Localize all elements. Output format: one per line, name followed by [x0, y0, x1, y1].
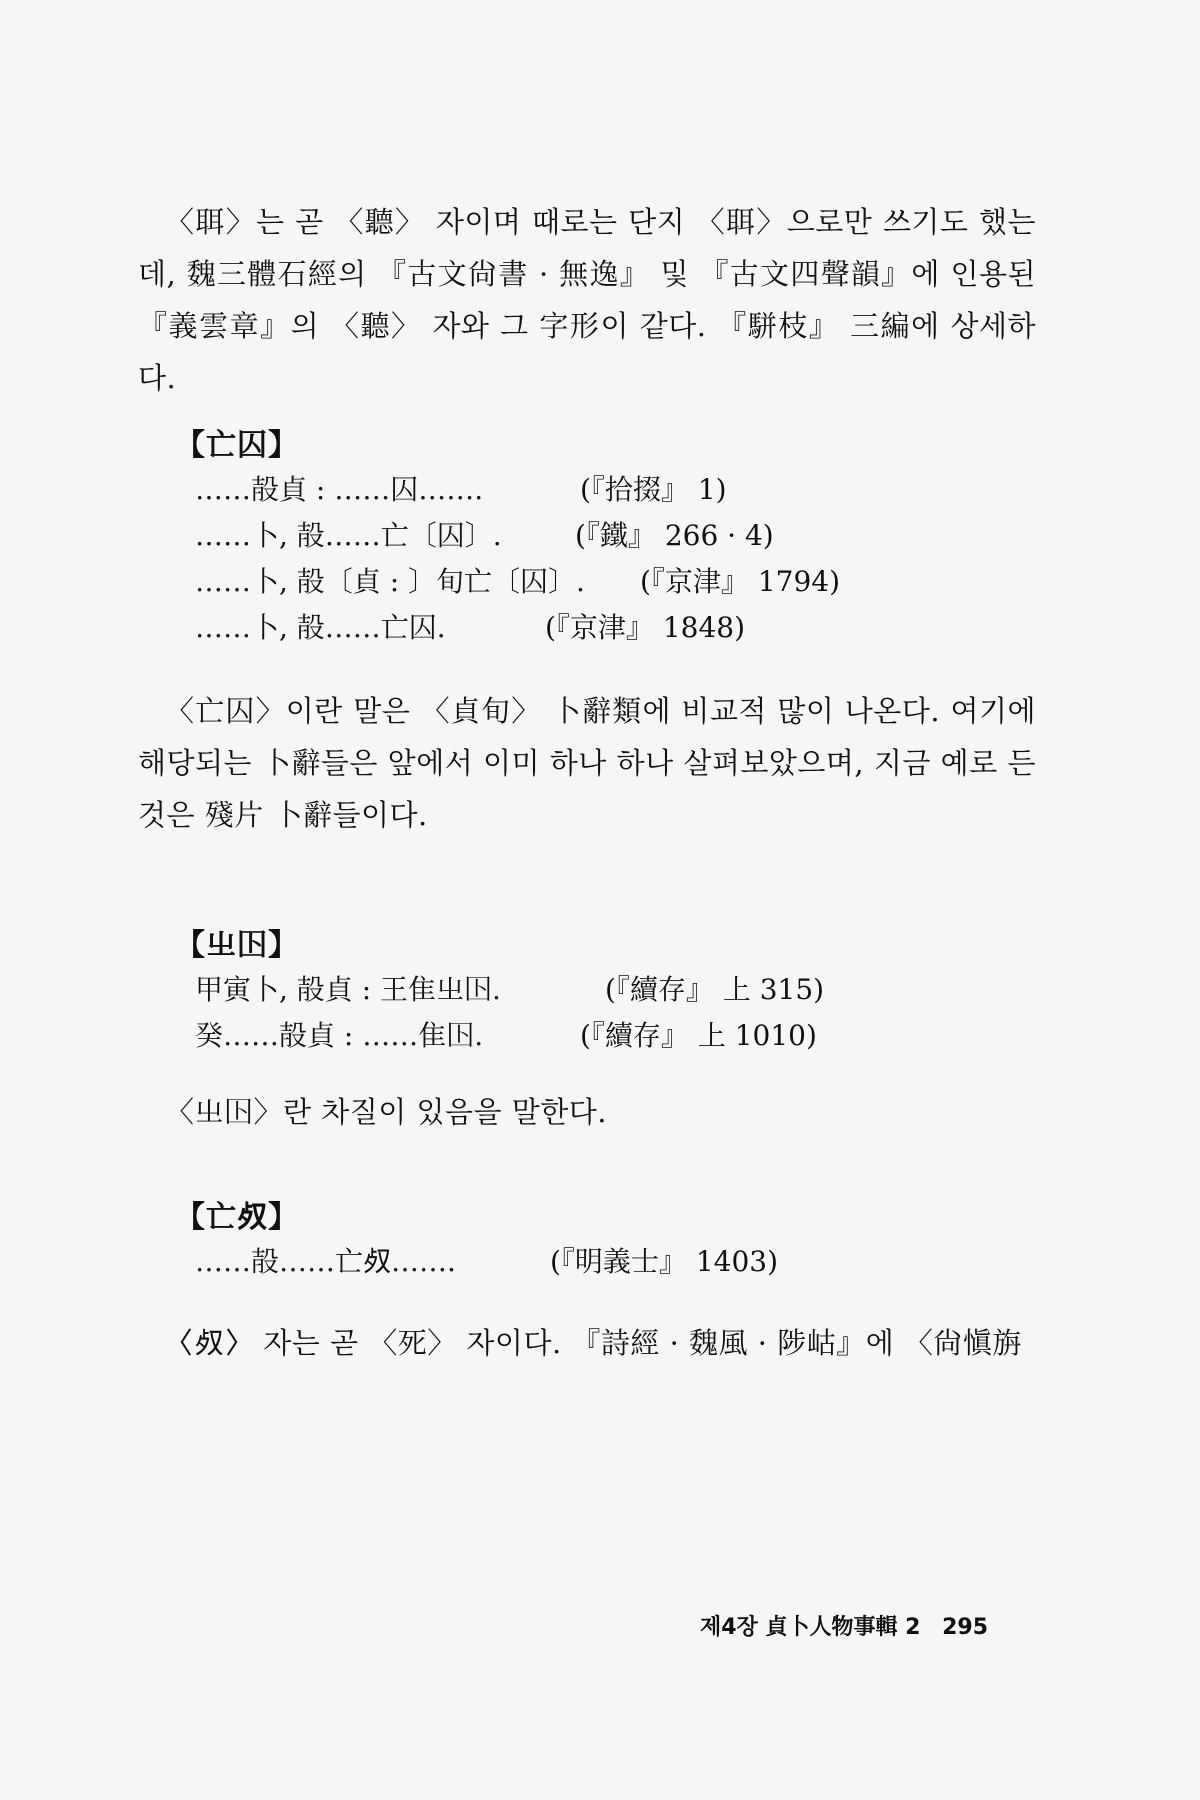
inscription-text: ……㱿……亡𣦼……. — [195, 1245, 456, 1278]
paragraph-4: 〈𣦼〉 자는 곧 〈死〉 자이다. 『詩經 · 魏風 · 陟岵』에 〈尙愼旃 — [165, 1326, 1022, 1360]
paragraph-1: 〈聑〉는 곧 〈聽〉 자이며 때로는 단지 〈聑〉으로만 쓰기도 했는데, 魏三體石經의 『古文尙書 · 無逸』 및 『古文四聲韻』에 인용된 『義雲章』의 〈聽〉 자와 그 字形이 같다. 『駢枝』 三編에 상세하다. — [138, 205, 1036, 395]
inscription-entry-2-2 — [195, 1014, 817, 1054]
inscription-source: (『京津』 1848) — [545, 611, 746, 644]
inscription-entry-2-1 — [195, 968, 825, 1008]
inscription-source: (『拾掇』 1) — [580, 473, 727, 506]
inscription-source: (『續存』 上 315) — [605, 973, 825, 1006]
inscription-text: ……卜, 㱿……亡〔囚〕. — [195, 519, 502, 552]
inscription-source: (『續存』 上 1010) — [580, 1019, 817, 1052]
inscription-text: 癸……㱿貞 : ……隹𡆥. — [195, 1019, 484, 1052]
page-number: 295 — [942, 1615, 989, 1640]
section-heading-1: 【亡囚】 — [175, 428, 299, 463]
inscription-text: 甲寅卜, 㱿貞 : 王隹㞢𡆥. — [195, 973, 501, 1006]
inscription-source: (『鐵』 266 · 4) — [575, 519, 774, 552]
running-footer — [700, 1610, 988, 1641]
inscription-text: ……㱿貞 : ……囚……. — [195, 473, 484, 506]
chapter-title: 제4장 貞卜人物事輯 2 — [700, 1615, 921, 1640]
inscription-entry-1-2 — [195, 514, 774, 554]
inscription-entry-1-4 — [195, 606, 746, 646]
inscription-source: (『京津』 1794) — [640, 565, 841, 598]
paragraph-3: 〈㞢𡆥〉란 차질이 있음을 말한다. — [165, 1095, 608, 1129]
inscription-text: ……卜, 㱿……亡囚. — [195, 611, 446, 644]
inscription-text: ……卜, 㱿〔貞 : 〕旬亡〔囚〕. — [195, 565, 585, 598]
section-heading-3: 【亡𣦼】 — [175, 1200, 299, 1235]
section-heading-2: 【㞢𡆥】 — [175, 928, 299, 963]
inscription-source: (『明義士』 1403) — [550, 1245, 779, 1278]
inscription-entry-1-3 — [195, 560, 841, 600]
inscription-entry-3-1 — [195, 1240, 779, 1280]
paragraph-2: 〈亡囚〉이란 말은 〈貞旬〉 卜辭類에 비교적 많이 나온다. 여기에 해당되는 卜辭들은 앞에서 이미 하나 하나 살펴보았으며, 지금 예로 든 것은 殘片 卜辭들이다. — [138, 694, 1036, 832]
inscription-entry-1-1 — [195, 468, 727, 508]
